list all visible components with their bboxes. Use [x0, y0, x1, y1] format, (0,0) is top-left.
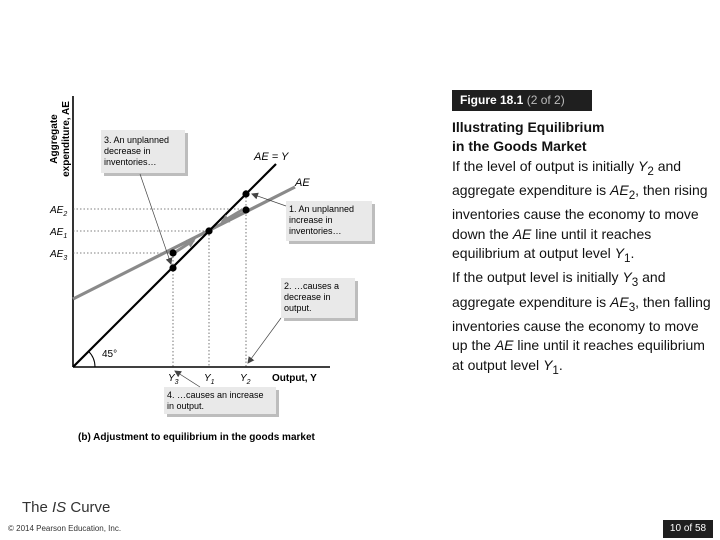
y-axis-label-line2: expenditure, AE [61, 101, 72, 177]
y-tick-ae1: $AE_1$ [50, 227, 68, 240]
figure-title-line2: in the Goods Market [452, 138, 587, 154]
copyright-notice: © 2014 Pearson Education, Inc. [8, 524, 122, 533]
x-tick-y1: $Y_1$ [204, 373, 215, 386]
note-3-arrow [140, 174, 171, 264]
figure-caption [452, 157, 714, 380]
caption-paragraph-2: If the output level is initially $Y_3$ and aggregate expenditure is $AE_3$, then falling inventories cause the economy to move up the AE line until it reaches equilibrium at output level $Y_1$. [452, 269, 711, 377]
note-3-box [101, 130, 188, 176]
figure-title [452, 118, 692, 156]
ae-equals-y-label: AE = Y [254, 151, 289, 163]
x-tick-y2: $Y_2$ [240, 373, 251, 386]
note-1-box [286, 201, 375, 244]
point-y2-on-ae-y [242, 190, 249, 197]
y-tick-ae3: $AE_3$ [50, 249, 68, 262]
svg-text:1. An unplanned increase: 1. An unplanned increase in inventories… [289, 204, 355, 236]
equilibrium-point [205, 227, 212, 234]
y-tick-labels [49, 205, 67, 262]
angle-arc [89, 351, 95, 367]
point-y3-on-ae-y [169, 264, 176, 271]
note-4-arrow [175, 371, 200, 387]
x-tick-labels [168, 373, 251, 386]
ae-line-label: AE [295, 177, 310, 189]
panel-caption: (b) Adjustment to equilibrium in the goods market [78, 432, 315, 443]
figure-page: (2 of 2) [526, 93, 565, 107]
svg-text:3. An unplanned decrease: 3. An unplanned decrease in inventories… [104, 135, 170, 167]
note-2-box [281, 278, 358, 321]
note-4-box [164, 387, 279, 417]
figure-number: Figure 18.1 [460, 93, 524, 107]
y-axis-label [49, 101, 72, 177]
y-tick-ae2: $AE_2$ [50, 205, 68, 218]
section-title: The IS Curve [22, 499, 111, 516]
x-tick-y3: $Y_3$ [168, 373, 179, 386]
svg-text:2. …causes a decrease in: 2. …causes a decrease in output. [284, 281, 340, 313]
x-axis-label: Output, Y [272, 373, 317, 384]
figure-title-line1: Illustrating Equilibrium [452, 119, 605, 135]
note-2-arrow [248, 318, 281, 363]
svg-text:4. …causes an increase i: 4. …causes an increase in output. [167, 390, 264, 411]
point-y3-on-ae [169, 249, 176, 256]
caption-paragraph-1: If the level of output is initially $Y_2$ and aggregate expenditure is $AE_2$, then rising inventories cause the economy to move down the AE line until it reaches equilibrium at output level $Y_1$. [452, 158, 708, 266]
figure-number-badge [452, 90, 592, 111]
ae-line [73, 187, 295, 299]
point-y2-on-ae [242, 206, 249, 213]
y-axis-label-line1: Aggregate [49, 114, 60, 164]
angle-label: 45° [102, 349, 118, 360]
page-number-badge: 10 of 58 [663, 520, 713, 538]
